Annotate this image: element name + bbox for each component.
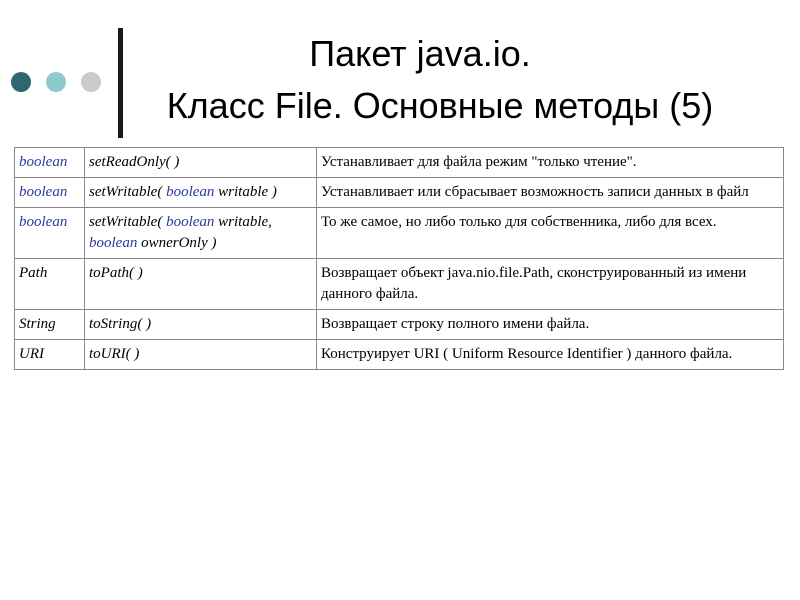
signature-token: setReadOnly( ) [89,154,180,170]
return-type-cell: String [15,310,85,340]
table-row [15,178,784,208]
return-type-cell: Path [15,259,85,310]
description-cell: Устанавливает для файла режим "только чтение". [317,148,784,178]
table-row [15,148,784,178]
signature-cell [85,208,317,259]
description-cell: Конструирует URI ( Uniform Resource Identifier ) данного файла. [317,340,784,370]
signature-token: toURI( ) [89,346,140,362]
dark-teal-dot [11,72,31,92]
signature-token: setWritable( [89,214,167,230]
slide-title-line2: Класс File. Основные методы (5) [166,85,714,126]
signature-cell [85,340,317,370]
table-row [15,340,784,370]
table-row [15,208,784,259]
signature-cell [85,259,317,310]
signature-token: writable, [214,214,272,230]
keyword-token: boolean [166,184,215,200]
return-type-cell: boolean [15,148,85,178]
signature-cell [85,148,317,178]
description-cell: Устанавливает или сбрасывает возможность записи данных в файл [317,178,784,208]
description-cell: Возвращает строку полного имени файла. [317,310,784,340]
return-type-cell: boolean [15,178,85,208]
keyword-token: boolean [89,235,138,251]
methods-table [14,147,784,370]
description-cell: То же самое, но либо только для собственника, либо для всех. [317,208,784,259]
signature-token: toString( ) [89,316,152,332]
signature-token: writable ) [214,184,277,200]
table-row [15,310,784,340]
slide-title-line1: Пакет java.io. [309,33,531,74]
description-cell: Возвращает объект java.nio.file.Path, сконструированный из имени данного файла. [317,259,784,310]
table-row [15,259,784,310]
return-type-cell: boolean [15,208,85,259]
signature-cell [85,310,317,340]
methods-table-body [15,148,784,370]
signature-cell [85,178,317,208]
signature-token: ownerOnly ) [137,235,217,251]
signature-token: setWritable( [89,184,167,200]
signature-token: toPath( ) [89,265,143,281]
keyword-token: boolean [166,214,215,230]
return-type-cell: URI [15,340,85,370]
